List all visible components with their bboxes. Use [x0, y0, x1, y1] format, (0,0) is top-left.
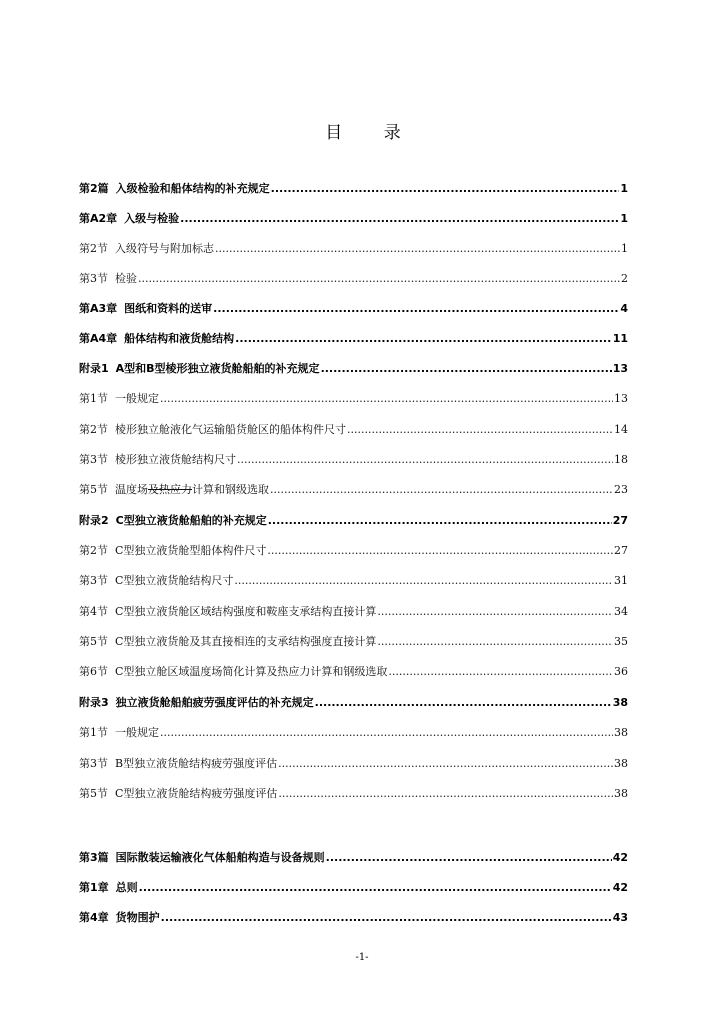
- entry-number: 第2篇: [79, 182, 109, 195]
- leader-dots: [377, 605, 613, 618]
- entry-page: 38: [614, 757, 628, 770]
- leader-dots: [326, 851, 612, 864]
- toc-entry[interactable]: [79, 603, 628, 621]
- entry-title: 入级与检验: [124, 212, 180, 225]
- leader-dots: [138, 272, 620, 285]
- leader-dots: [160, 392, 613, 405]
- entry-title: [115, 481, 269, 497]
- entry-title-part: 温度场: [115, 483, 148, 496]
- entry-number: 第1章: [79, 881, 109, 894]
- toc-entry[interactable]: [79, 694, 628, 712]
- entry-page: 1: [621, 242, 628, 255]
- entry-number: 第5节: [79, 483, 108, 496]
- entry-number: 第3节: [79, 272, 108, 285]
- toc-entry[interactable]: [79, 633, 628, 651]
- entry-page: 36: [614, 665, 628, 678]
- entry-title: C型独立液货舱区域结构强度和鞍座支承结构直接计算: [115, 605, 377, 618]
- toc-entry[interactable]: [79, 360, 628, 378]
- entry-page: 38: [614, 726, 628, 739]
- leader-dots: [267, 544, 613, 557]
- entry-title: C型独立液货舱船舶的补充规定: [115, 514, 267, 527]
- leader-dots: [278, 787, 613, 800]
- entry-page: 13: [612, 362, 628, 375]
- leader-dots: [388, 665, 613, 678]
- entry-title: A型和B型棱形独立液货舱船舶的补充规定: [115, 362, 320, 375]
- toc-entry[interactable]: [79, 240, 628, 258]
- leader-dots: [237, 453, 613, 466]
- entry-page: 38: [614, 787, 628, 800]
- leader-dots: [268, 514, 612, 527]
- entry-number: 第3节: [79, 453, 108, 466]
- entry-page: 23: [614, 483, 628, 496]
- entry-page: 18: [614, 453, 628, 466]
- entry-title: 棱形独立液货舱结构尺寸: [115, 453, 236, 466]
- entry-number: 第2节: [79, 423, 108, 436]
- toc-entry[interactable]: [79, 210, 628, 228]
- entry-title: B型独立液货舱结构疲劳强度评估: [115, 757, 278, 770]
- entry-number: 第3节: [79, 574, 108, 587]
- leader-dots: [160, 726, 613, 739]
- entry-title: 棱形独立舱液化气运输船货舱区的船体构件尺寸: [115, 423, 346, 436]
- entry-number: 附录1: [79, 362, 109, 375]
- toc-entry[interactable]: [79, 180, 628, 198]
- toc-entry[interactable]: [79, 572, 628, 590]
- leader-dots: [347, 423, 613, 436]
- entry-number: 第6节: [79, 665, 108, 678]
- page-title: 目 录: [325, 123, 419, 143]
- leader-dots: [234, 574, 613, 587]
- entry-page: 14: [614, 423, 628, 436]
- leader-dots: [213, 302, 619, 315]
- entry-title: 国际散装运输液化气体船舶构造与设备规则: [115, 851, 325, 864]
- toc-entry[interactable]: [79, 390, 628, 408]
- entry-number: 第3节: [79, 757, 108, 770]
- toc-entry[interactable]: [79, 330, 628, 348]
- entry-title: 一般规定: [115, 726, 159, 739]
- leader-dots: [321, 362, 612, 375]
- entry-number: 第1节: [79, 726, 108, 739]
- leader-dots: [180, 212, 619, 225]
- entry-title: C型独立液货舱及其直接相连的支承结构强度直接计算: [115, 635, 377, 648]
- entry-page: 38: [612, 696, 628, 709]
- entry-title: 货物围护: [115, 911, 160, 924]
- leader-dots: [315, 696, 612, 709]
- entry-number: 第2节: [79, 242, 108, 255]
- leader-dots: [161, 911, 612, 924]
- entry-number: 附录2: [79, 514, 109, 527]
- toc-entry[interactable]: [79, 481, 628, 499]
- toc-entry[interactable]: [79, 909, 628, 927]
- toc-entry[interactable]: [79, 785, 628, 803]
- toc-entry[interactable]: [79, 879, 628, 897]
- entry-number: 第5节: [79, 635, 108, 648]
- toc-entry[interactable]: [79, 421, 628, 439]
- entry-title: C型独立液货舱结构疲劳强度评估: [115, 787, 278, 800]
- entry-page: 27: [612, 514, 628, 527]
- entry-number: 第1节: [79, 392, 108, 405]
- entry-title: 总则: [115, 881, 138, 894]
- entry-page: 1: [620, 212, 628, 225]
- toc-entry[interactable]: [79, 849, 628, 867]
- toc-entry[interactable]: [79, 755, 628, 773]
- entry-title: 一般规定: [115, 392, 159, 405]
- entry-page: 31: [614, 574, 628, 587]
- entry-page: 43: [612, 911, 628, 924]
- toc-entry[interactable]: [79, 451, 628, 469]
- entry-title: 图纸和资料的送审: [124, 302, 213, 315]
- entry-number: 第A4章: [79, 332, 118, 345]
- struck-text: 及热应力: [148, 483, 192, 496]
- entry-title-part: 计算和钢级选取: [192, 483, 269, 496]
- entry-title: C型独立液货舱结构尺寸: [115, 574, 234, 587]
- toc-entry[interactable]: [79, 270, 628, 288]
- leader-dots: [215, 242, 620, 255]
- entry-page: 4: [620, 302, 628, 315]
- page-number: -1-: [355, 952, 369, 963]
- entry-page: 2: [621, 272, 628, 285]
- toc-entry[interactable]: [79, 512, 628, 530]
- entry-page: 11: [612, 332, 628, 345]
- entry-page: 35: [614, 635, 628, 648]
- toc-entry[interactable]: [79, 663, 628, 681]
- toc-entry[interactable]: [79, 542, 628, 560]
- leader-dots: [235, 332, 612, 345]
- leader-dots: [139, 881, 612, 894]
- entry-number: 第4节: [79, 605, 108, 618]
- entry-page: 42: [612, 851, 628, 864]
- entry-number: 第4章: [79, 911, 109, 924]
- entry-title: 检验: [115, 272, 137, 285]
- leader-dots: [271, 182, 620, 195]
- entry-number: 第5节: [79, 787, 108, 800]
- entry-number: 附录3: [79, 696, 109, 709]
- entry-title: 入级符号与附加标志: [115, 242, 214, 255]
- entry-title: 入级检验和船体结构的补充规定: [115, 182, 270, 195]
- entry-title: 独立液货舱船舶疲劳强度评估的补充规定: [115, 696, 314, 709]
- entry-page: 27: [614, 544, 628, 557]
- entry-number: 第2节: [79, 544, 108, 557]
- leader-dots: [278, 757, 613, 770]
- entry-title: 船体结构和液货舱结构: [124, 332, 235, 345]
- entry-page: 1: [620, 182, 628, 195]
- entry-page: 13: [614, 392, 628, 405]
- entry-number: 第A3章: [79, 302, 118, 315]
- entry-number: 第3篇: [79, 851, 109, 864]
- entry-number: 第A2章: [79, 212, 118, 225]
- entry-title: C型独立舱区域温度场简化计算及热应力计算和钢级选取: [115, 665, 388, 678]
- toc-entry[interactable]: [79, 300, 628, 318]
- entry-page: 34: [614, 605, 628, 618]
- toc-entry[interactable]: [79, 724, 628, 742]
- leader-dots: [270, 483, 613, 496]
- leader-dots: [377, 635, 613, 648]
- entry-page: 42: [612, 881, 628, 894]
- entry-title: C型独立液货舱型船体构件尺寸: [115, 544, 267, 557]
